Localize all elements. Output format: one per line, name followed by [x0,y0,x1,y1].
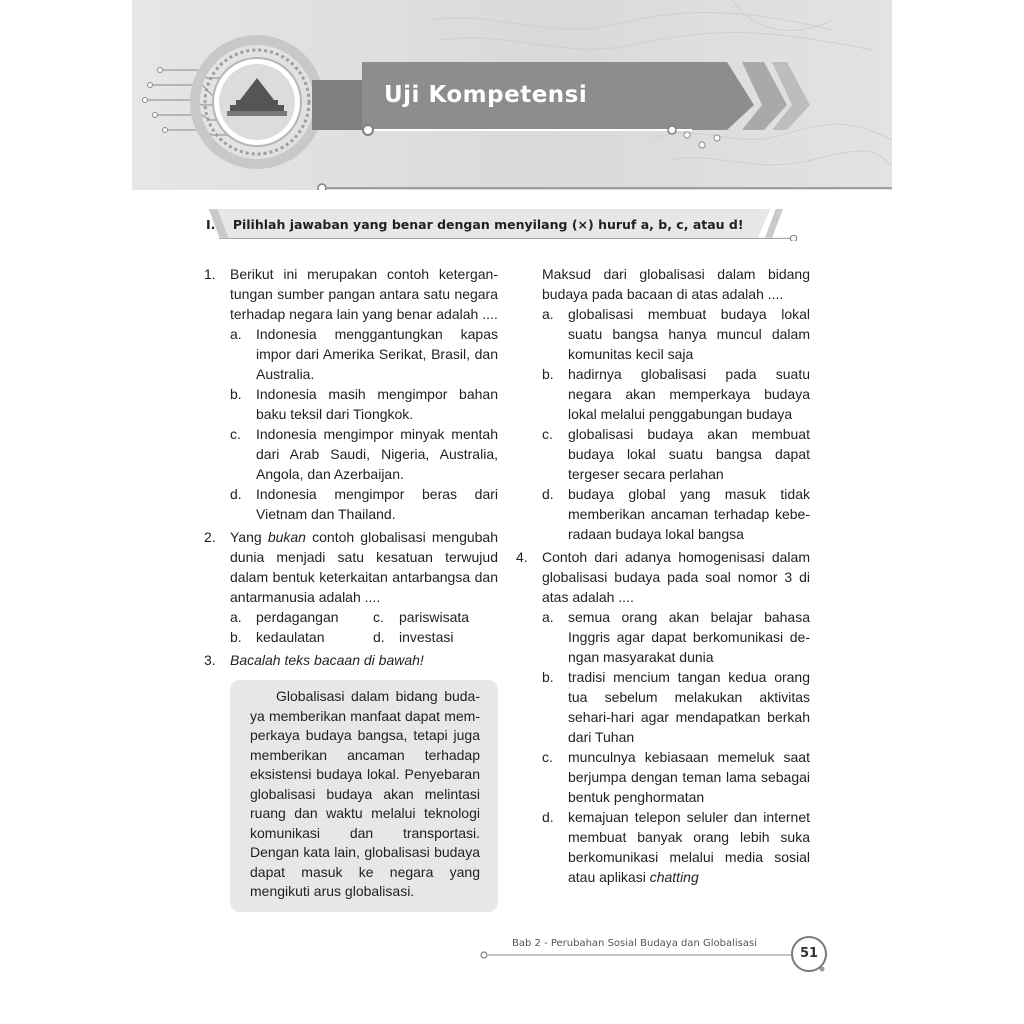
options-grid [230,607,498,647]
option-a[interactable]: a. globalisasi membuat budaya lokal suatu bangsa hanya muncul dalam komunitas kecil saja [542,306,810,362]
option-d[interactable]: d. investasi [373,629,454,645]
option-c[interactable]: c. munculnya kebiasaan memeluk saat berjumpa dengan teman lama sebagai bentuk penghormatan [542,749,810,805]
option-c[interactable]: c. pariswisata [373,609,470,625]
footer-chapter: Bab 2 - Perubahan Sosial Budaya dan Globalisasi [512,938,758,949]
question-1 [204,264,498,524]
right-column [516,264,810,887]
left-column [204,264,498,912]
option-c[interactable]: c. globalisasi budaya akan membuat budaya lokal suatu bangsa dapat tergeser secara perlahan [542,426,810,482]
question-text: Berikut ini merupakan contoh ketergan-tungan sumber pangan antara satu negara terhadap negara lain yang benar adalah .... [230,266,498,322]
option-b[interactable]: b. hadirnya globalisasi pada suatu negara akan memperkaya budaya lokal melalui penggabungan budaya [542,366,810,422]
option-a[interactable]: a. semua orang akan belajar bahasa Inggris agar dapat berkomunikasi de-ngan masyarakat dunia [542,609,810,665]
question-3 [204,650,498,912]
question-number: 4. [516,549,528,565]
question-text: Yang bukan contoh globalisasi mengubah dunia menjadi satu kesatuan terwujud dalam bentuk keterkaitan antarbangsa dan antarmanusia adalah .... [230,529,498,605]
question-number: 3. [204,652,216,668]
page [132,0,892,1024]
reading-box [230,680,498,912]
page-number: 51 [791,936,827,972]
question-prompt: Bacalah teks bacaan di bawah! [230,652,424,668]
instruction-text [206,217,744,232]
question-number: 1. [204,266,216,282]
option-d[interactable]: d. budaya global yang masuk tidak memberikan ancaman terhadap kebe-radaan budaya lokal bangsa [542,486,810,542]
question-3-continued [516,264,810,544]
option-a[interactable]: a. perdagangan [230,609,339,625]
question-4 [516,547,810,887]
header-banner [132,0,892,190]
question-number: 2. [204,529,216,545]
option-b[interactable]: b. kedaulatan [230,629,325,645]
option-c[interactable]: c. Indonesia mengimpor minyak mentah dari Arab Saudi, Nigeria, Australia, Angola, dan Azerbaijan. [230,426,498,482]
question-text: Contoh dari adanya homogenisasi dalam globalisasi budaya pada soal nomor 3 di atas adalah .... [542,549,810,605]
option-d[interactable]: d. kemajuan telepon seluler dan internet membuat banyak orang lebih suka berkomunikasi melalui media sosial atau aplikasi chatting [542,809,810,885]
reading-text: Globalisasi dalam bidang buda-ya memberikan manfaat dapat mem-perkaya budaya bangsa, tetapi juga memberikan ancaman terhadap eksistensi budaya lokal. Penyebaran globalisasi budaya akan melintasi ruang dan waktu melalui teknologi komunikasi dan transportasi. Dengan kata lain, globalisasi budaya dapat masuk ke negara yang mengikuti arus globalisasi. [250,688,480,899]
option-a[interactable]: a. Indonesia menggantungkan kapas impor dari Amerika Serikat, Brasil, dan Australia. [230,326,498,382]
section-instruction: Pilihlah jawaban yang benar dengan menyilang (×) huruf a, b, c, atau d! [232,217,744,232]
option-b[interactable]: b. tradisi mencium tangan kedua orang tua sebelum melakukan aktivitas sehari-hari agar mendapatkan berkah dari Tuhan [542,669,810,745]
question-text: Maksud dari globalisasi dalam bidang budaya pada bacaan di atas adalah .... [542,266,810,302]
option-d[interactable]: d. Indonesia mengimpor beras dari Vietnam dan Thailand. [230,486,498,522]
page-title: Uji Kompetensi [384,82,588,108]
section-number: I. [206,217,216,232]
question-2 [204,527,498,647]
option-b[interactable]: b. Indonesia masih mengimpor bahan baku teksil dari Tiongkok. [230,386,498,422]
